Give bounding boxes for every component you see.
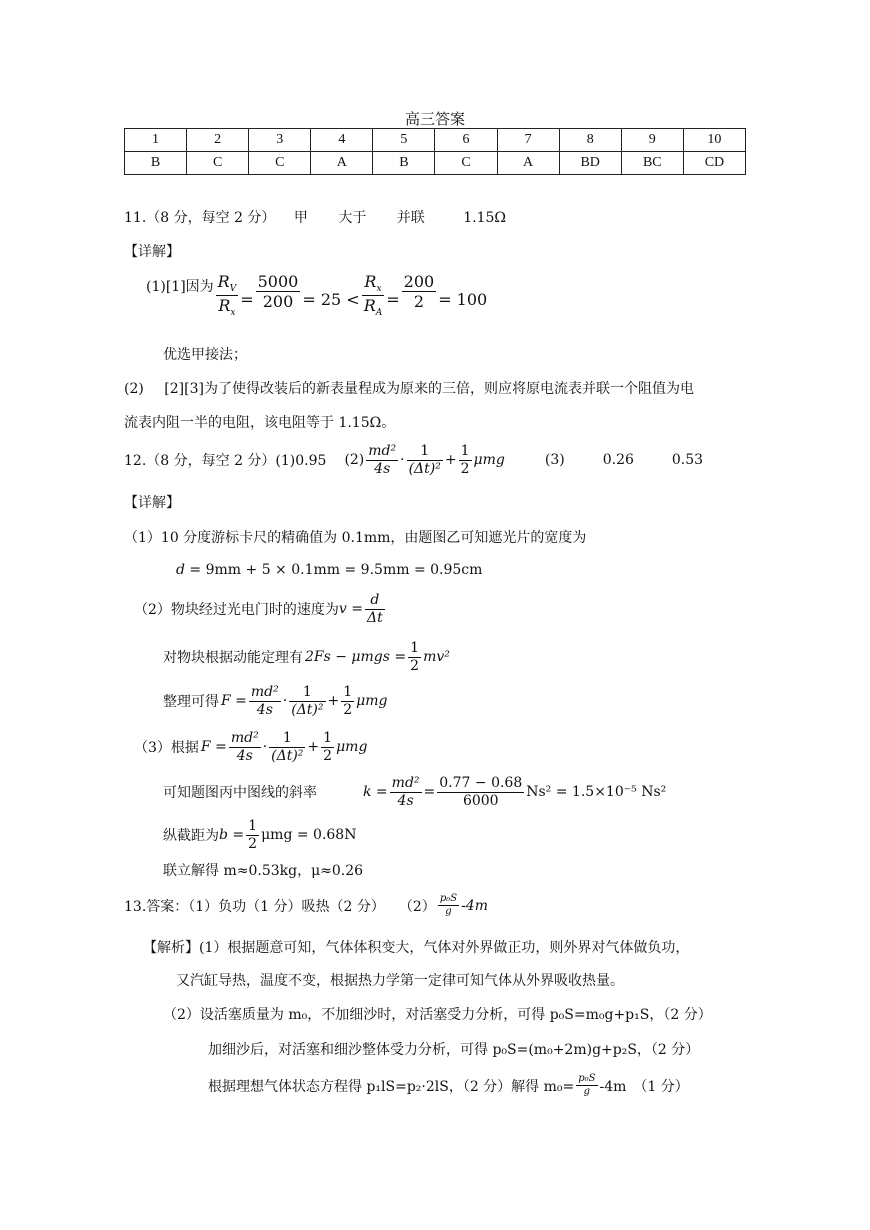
q12-d: d: [365, 592, 385, 610]
q13-frac-den: g: [445, 906, 452, 917]
table-cell: B: [125, 152, 187, 175]
q11-part2-label: (2): [124, 381, 144, 397]
q12-md2-d: md²: [391, 775, 420, 791]
q12-detail-label: 【详解】: [124, 495, 180, 511]
q12-4s-d: 4s: [397, 792, 414, 809]
q12-step2-line3: 整理可得: [163, 694, 219, 711]
q12-one-g: 1: [323, 730, 333, 746]
q11-eq-ra-sub: A: [375, 308, 383, 319]
q12-frac-half-4: [321, 730, 334, 765]
q13-part2-label: （2）: [398, 898, 436, 915]
q12-frac-dt-c: [269, 730, 305, 765]
q11-eq-sign-2: =: [386, 290, 400, 309]
q12-v-eq: v =: [338, 601, 364, 618]
q12-derived-line: 整理可得 F = $\frac{\text{md²}}{4s}$ · $\frac{1}{\text{(Δt)²}}$ + $\frac{1}{2}$ μmg: [163, 684, 388, 718]
q13-analysis-1: 【解析】(1）根据题意可知，气体体积变大，气体对外界做正功，则外界对气体做负功，: [143, 940, 690, 956]
table-cell: BC: [621, 152, 683, 175]
q11-eq-sign: =: [240, 290, 254, 309]
q12-frac-k-values: [437, 775, 524, 810]
q12-frac-md2-c: [229, 730, 261, 765]
table-cell: 3: [249, 129, 311, 152]
q12-mv2: mv²: [423, 649, 450, 666]
q11-eq-frac-values: [256, 272, 301, 311]
q12-4s-c: 4s: [236, 747, 253, 764]
q12-k-den: 6000: [462, 792, 499, 809]
q11-header-line: [124, 207, 506, 227]
q12-frac-d-dt: [365, 592, 385, 627]
q12-intercept-prefix: 纵截距为: [163, 828, 219, 845]
q11-part1-prefix: (1)[1]因为: [146, 279, 214, 295]
answer-table: [124, 128, 746, 175]
q12-step2-line2: 对物块根据动能定理有: [163, 650, 303, 667]
q12-step3-line: （3）根据 F = $\frac{\text{md²}}{4s}$ · $\frac{1}{\text{(Δt)²}}$ + $\frac{1}{2}$ μmg: [134, 730, 368, 764]
table-cell: A: [497, 152, 559, 175]
table-cell: 10: [683, 129, 745, 152]
q13-frac-2: [576, 1073, 597, 1098]
q11-answer-1: 甲: [293, 210, 308, 226]
q11-eq-frac-rv-rx: [216, 272, 239, 319]
table-row: [125, 152, 746, 175]
q13-frac: [438, 893, 459, 918]
q12-two-e: 2: [248, 835, 258, 852]
q11-eq-rx: R: [218, 295, 231, 315]
q13-analysis-5b: -4m （1 分）: [599, 1078, 689, 1095]
q12-two-c: 2: [343, 701, 353, 718]
q12-two: 2: [460, 460, 470, 477]
q11-eq-v3: 200: [403, 272, 435, 291]
table-cell: 9: [621, 129, 683, 152]
q11-part2-line1: [124, 378, 694, 398]
q12-Dt: Δt: [367, 609, 383, 626]
table-cell: 8: [559, 129, 621, 152]
q12-header: 12.（8 分，每空 2 分）(1)0.95: [124, 453, 327, 470]
q12-dt2-b: (Δt)²: [291, 701, 324, 718]
q11-eq-rx2: R: [364, 272, 377, 291]
q13-header: 13.答案：（1）负功（1 分）吸热（2 分）: [124, 898, 385, 915]
q12-one-d: 1: [289, 684, 325, 702]
q13-analysis-5a: 根据理想气体状态方程得 p₁lS=p₂·2lS，（2 分）解得 m₀=: [208, 1078, 575, 1095]
q11-answer-4: 1.15Ω: [463, 210, 507, 226]
q12-slope-line: 可知题图丙中图线的斜率 k = $\frac{\text{md²}}{4s}$ = $\frac{0.77 - 0.68}{6000}$ Ns² = 1.5×10⁻⁵ Ns²: [163, 775, 667, 809]
q12-frac-md2-d: [390, 775, 422, 810]
q11-eq-v2: 200: [262, 292, 294, 312]
q13-analysis-5: [208, 1073, 689, 1098]
q12-dt2: (Δt)²: [408, 460, 441, 477]
q12-answer-3a: 0.26: [602, 452, 634, 469]
table-cell: C: [435, 152, 497, 175]
q12-intercept-line: [163, 818, 356, 853]
q11-answer-2: 大于: [338, 210, 367, 226]
q11-eq-end: = 100: [438, 290, 488, 309]
q12-4s: 4s: [374, 460, 391, 477]
q12-umg-c: μmg: [336, 739, 368, 756]
q12-F-eq: F =: [221, 693, 247, 710]
q12-md2-c: md²: [230, 730, 259, 746]
table-row: [125, 129, 746, 152]
q11-eq-v4: 2: [413, 292, 424, 312]
q12-part2-label: (2): [344, 452, 365, 469]
table-cell: C: [187, 152, 249, 175]
q13-analysis-3: （2）设活塞质量为 m₀，不加细沙时，对活塞受力分析，可得 p₀S=m₀g+p₁S，（2 分）: [163, 1007, 712, 1023]
q12-two-d: 2: [323, 747, 333, 764]
q12-header-line: 12.（8 分，每空 2 分）(1)0.95 (2) $\frac{\text{md²}}{4s}$ · $\frac{1}{\text{(Δt)²}}$ + $\frac{1}{2}$ μmg (3) 0.26 0.53: [124, 443, 704, 477]
q12-final: 联立解得 m≈0.53kg，μ≈0.26: [163, 863, 364, 879]
q13-analysis-2: 又汽缸导热，温度不变，根据热力学第一定律可知气体从外界吸收热量。: [176, 973, 624, 989]
table-cell: 4: [311, 129, 373, 152]
q12-F-eq-2: F =: [200, 739, 227, 756]
table-cell: 5: [373, 129, 435, 152]
q12-one-b: 1: [460, 443, 470, 459]
q12-step2-text: （2）物块经过光电门时的速度为: [134, 602, 339, 619]
table-cell: C: [249, 152, 311, 175]
q12-4s-b: 4s: [256, 701, 273, 718]
table-cell: 2: [187, 129, 249, 152]
table-cell: A: [311, 152, 373, 175]
q12-md2: md²: [368, 443, 397, 459]
q11-eq-frac-values-2: [402, 272, 437, 311]
q12-frac-dt: [407, 443, 443, 478]
q12-k-eq: k =: [363, 784, 388, 801]
q11-answer-3: 并联: [396, 210, 425, 226]
q12-dt2-c: (Δt)²: [271, 747, 304, 764]
q11-part2-line2: 流表内阻一半的电阻，该电阻等于 1.15Ω。: [124, 415, 396, 431]
table-cell: BD: [559, 152, 621, 175]
q12-frac-half-5: [246, 818, 259, 853]
q12-one-h: 1: [248, 818, 258, 834]
q12-umg: μmg: [473, 452, 505, 469]
q13-frac-num: p₀S: [439, 893, 458, 904]
q12-frac-md2-b: [249, 684, 281, 719]
q12-one-c: 1: [410, 640, 420, 656]
q12-k-num: 0.77 − 0.68: [439, 775, 523, 791]
q12-one-e: 1: [343, 684, 353, 700]
q11-detail-label: 【详解】: [124, 244, 180, 260]
q12-step1-eq-line: [176, 562, 482, 578]
q12-one-f: 1: [269, 730, 305, 748]
q13-analysis-4: 加细沙后，对活塞和细沙整体受力分析，可得 p₀S=(m₀+2m)g+p₂S，（2 分）: [208, 1042, 700, 1058]
q12-k-tail: Ns² = 1.5×10⁻⁵ Ns²: [526, 784, 667, 801]
q11-eq-rx2-sub: x: [376, 284, 382, 295]
q12-answer-3b: 0.53: [671, 452, 704, 469]
q11-header: 11.（8 分，每空 2 分）: [124, 210, 276, 226]
q12-step3-text: （3）根据: [134, 740, 199, 757]
q12-frac-half-2: [408, 640, 421, 675]
q12-md2-b: md²: [250, 684, 279, 700]
q12-two-b: 2: [410, 657, 420, 674]
q12-umg-b: μmg: [356, 693, 388, 710]
q11-eq-rv: R: [217, 272, 230, 291]
q12-frac-dt-b: [289, 684, 325, 719]
q12-one: 1: [407, 443, 443, 461]
table-cell: 1: [125, 129, 187, 152]
q11-eq-rx-sub: x: [230, 308, 236, 319]
q11-eq-frac-rx-ra: [362, 272, 385, 319]
q11-eq-rv-sub: V: [229, 284, 237, 295]
q12-step2-line: [134, 592, 387, 627]
table-cell: 7: [497, 129, 559, 152]
q13-header-line: [124, 893, 488, 918]
q11-eq-v1: 5000: [257, 272, 299, 291]
q12-b-eq: b =: [219, 827, 245, 844]
q12-ke: 2Fs − μmgs =: [305, 649, 407, 666]
q12-step1: （1）10 分度游标卡尺的精确值为 0.1mm，由题图乙可知遮光片的宽度为: [124, 530, 587, 546]
q12-frac-half-3: [341, 684, 354, 719]
q11-eq-ra: R: [363, 295, 376, 315]
q12-part3-label: (3): [544, 452, 565, 469]
q11-equation-line: [146, 272, 487, 319]
q11-eq-mid: = 25 <: [302, 290, 360, 309]
page-title: 高三答案: [404, 110, 465, 128]
q12-slope-text: 可知题图丙中图线的斜率: [163, 785, 317, 802]
table-cell: CD: [683, 152, 745, 175]
q11-part2-text1: [2][3]为了使得改装后的新表量程成为原来的三倍，则应将原电流表并联一个阻值为电: [164, 381, 694, 397]
q11-part1-conclusion: 优选甲接法；: [163, 347, 247, 363]
table-cell: 6: [435, 129, 497, 152]
table-cell: B: [373, 152, 435, 175]
q13-frac2-num: p₀S: [578, 1073, 596, 1084]
q13-frac2-den: g: [583, 1086, 591, 1097]
q12-frac-half: [459, 443, 472, 478]
q12-kinetic-line: [163, 640, 450, 675]
q12-step1-d: d: [176, 562, 185, 578]
q12-frac-md2: [366, 443, 398, 478]
q13-tail: -4m: [461, 897, 488, 914]
q12-step1-eq: = 9mm + 5 × 0.1mm = 9.5mm = 0.95cm: [189, 562, 483, 578]
q12-intercept-value: μmg = 0.68N: [261, 827, 357, 844]
